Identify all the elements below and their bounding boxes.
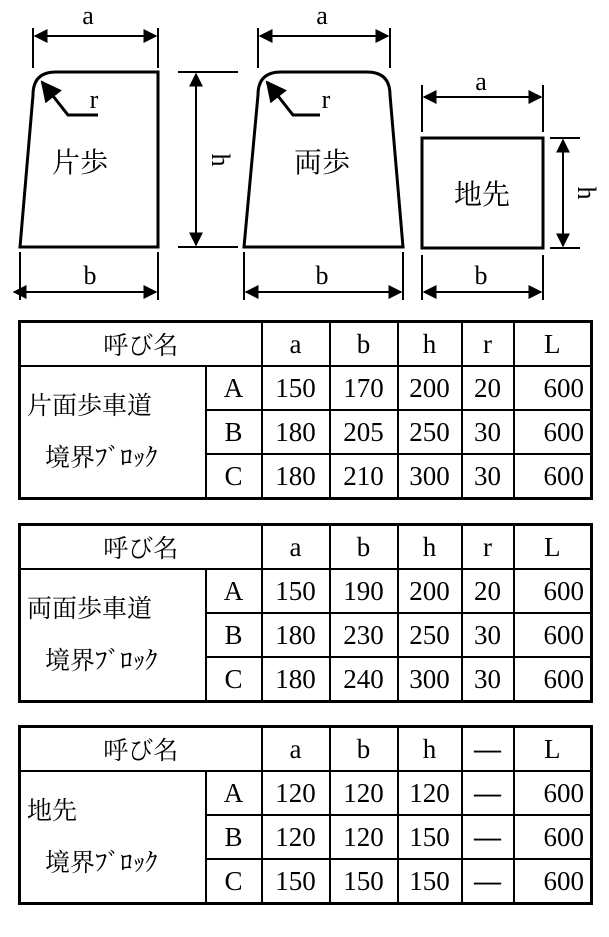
value-l-cell: 600 <box>514 771 592 815</box>
value-b-cell: 170 <box>330 366 398 410</box>
block-name-line-2: 境界ﾌﾞﾛｯｸ <box>45 443 158 472</box>
ryohodo-r-label: r <box>321 85 331 114</box>
value-a-cell: 180 <box>262 454 330 499</box>
ryomen-spec-table <box>18 523 593 703</box>
value-b-cell: 230 <box>330 613 398 657</box>
value-h-cell: 250 <box>398 613 462 657</box>
value-r-cell: 20 <box>462 569 514 613</box>
block-name-line-1: 地先 <box>27 796 78 825</box>
block-name-line-1: 片面歩車道 <box>27 391 153 420</box>
jisaki-h-label: h <box>572 186 601 200</box>
type-cell: C <box>206 859 262 904</box>
value-a-cell: 180 <box>262 657 330 702</box>
col-header-l: L <box>514 727 592 772</box>
value-b-cell: 240 <box>330 657 398 702</box>
value-b-cell: 150 <box>330 859 398 904</box>
value-a-cell: 150 <box>262 859 330 904</box>
value-b-cell: 120 <box>330 815 398 859</box>
col-header-a: a <box>262 525 330 570</box>
col-header-a: a <box>262 727 330 772</box>
col-header-h: h <box>398 727 462 772</box>
ryohodo-a-label: a <box>316 1 328 30</box>
block-name-cell <box>20 569 206 702</box>
type-cell: C <box>206 657 262 702</box>
katamen-spec-table <box>18 320 593 500</box>
block-diagrams <box>0 0 609 310</box>
value-l-cell: 600 <box>514 815 592 859</box>
col-header-b: b <box>330 525 398 570</box>
katahodo-r-label: r <box>89 85 99 114</box>
type-cell: B <box>206 613 262 657</box>
type-cell: B <box>206 410 262 454</box>
col-header-h: h <box>398 525 462 570</box>
table-header-row <box>20 525 592 570</box>
value-h-cell: 300 <box>398 454 462 499</box>
table-header-row <box>20 322 592 367</box>
col-header-r: r <box>462 525 514 570</box>
col-header-l: L <box>514 525 592 570</box>
value-b-cell: 120 <box>330 771 398 815</box>
jisaki-spec-table <box>18 725 593 905</box>
col-header-b: b <box>330 322 398 367</box>
jisaki-name-label: 地先 <box>453 178 511 211</box>
col-header-l: L <box>514 322 592 367</box>
katahodo-a-label: a <box>82 1 94 30</box>
value-h-cell: 200 <box>398 366 462 410</box>
type-cell: B <box>206 815 262 859</box>
ryohodo-b-label: b <box>315 261 329 290</box>
block-name-line-2: 境界ﾌﾞﾛｯｸ <box>45 646 158 675</box>
value-h-cell: 150 <box>398 815 462 859</box>
value-h-cell: 250 <box>398 410 462 454</box>
value-a-cell: 120 <box>262 771 330 815</box>
ryohodo-name-label: 両歩 <box>293 146 351 179</box>
value-l-cell: 600 <box>514 410 592 454</box>
type-cell: A <box>206 366 262 410</box>
value-dash-cell: — <box>462 859 514 904</box>
jisaki-b-label: b <box>474 261 488 290</box>
katahodo-h-label: h <box>206 153 235 167</box>
value-h-cell: 200 <box>398 569 462 613</box>
value-dash-cell: — <box>462 771 514 815</box>
col-header-b: b <box>330 727 398 772</box>
name-header: 呼び名 <box>20 727 262 772</box>
value-dash-cell: — <box>462 815 514 859</box>
value-a-cell: 150 <box>262 569 330 613</box>
value-r-cell: 30 <box>462 613 514 657</box>
value-h-cell: 120 <box>398 771 462 815</box>
type-cell: A <box>206 771 262 815</box>
value-r-cell: 30 <box>462 657 514 702</box>
value-l-cell: 600 <box>514 657 592 702</box>
value-r-cell: 30 <box>462 454 514 499</box>
value-l-cell: 600 <box>514 569 592 613</box>
value-b-cell: 190 <box>330 569 398 613</box>
katahodo-name-label: 片歩 <box>51 146 109 179</box>
col-header-dash: — <box>462 727 514 772</box>
col-header-a: a <box>262 322 330 367</box>
table-header-row <box>20 727 592 772</box>
type-cell: A <box>206 569 262 613</box>
col-header-h: h <box>398 322 462 367</box>
block-name-cell <box>20 366 206 499</box>
value-l-cell: 600 <box>514 613 592 657</box>
katahodo-b-label: b <box>83 261 97 290</box>
value-b-cell: 210 <box>330 454 398 499</box>
block-name-line-2: 境界ﾌﾞﾛｯｸ <box>45 848 158 877</box>
table-row <box>20 366 592 410</box>
value-l-cell: 600 <box>514 366 592 410</box>
value-l-cell: 600 <box>514 859 592 904</box>
table-row <box>20 569 592 613</box>
value-r-cell: 20 <box>462 366 514 410</box>
name-header: 呼び名 <box>20 525 262 570</box>
type-cell: C <box>206 454 262 499</box>
name-header: 呼び名 <box>20 322 262 367</box>
value-l-cell: 600 <box>514 454 592 499</box>
block-name-cell <box>20 771 206 904</box>
value-h-cell: 150 <box>398 859 462 904</box>
value-a-cell: 150 <box>262 366 330 410</box>
value-h-cell: 300 <box>398 657 462 702</box>
value-a-cell: 120 <box>262 815 330 859</box>
col-header-r: r <box>462 322 514 367</box>
block-name-line-1: 両面歩車道 <box>27 594 153 623</box>
value-a-cell: 180 <box>262 410 330 454</box>
value-a-cell: 180 <box>262 613 330 657</box>
value-r-cell: 30 <box>462 410 514 454</box>
table-row <box>20 771 592 815</box>
jisaki-a-label: a <box>475 67 487 96</box>
value-b-cell: 205 <box>330 410 398 454</box>
